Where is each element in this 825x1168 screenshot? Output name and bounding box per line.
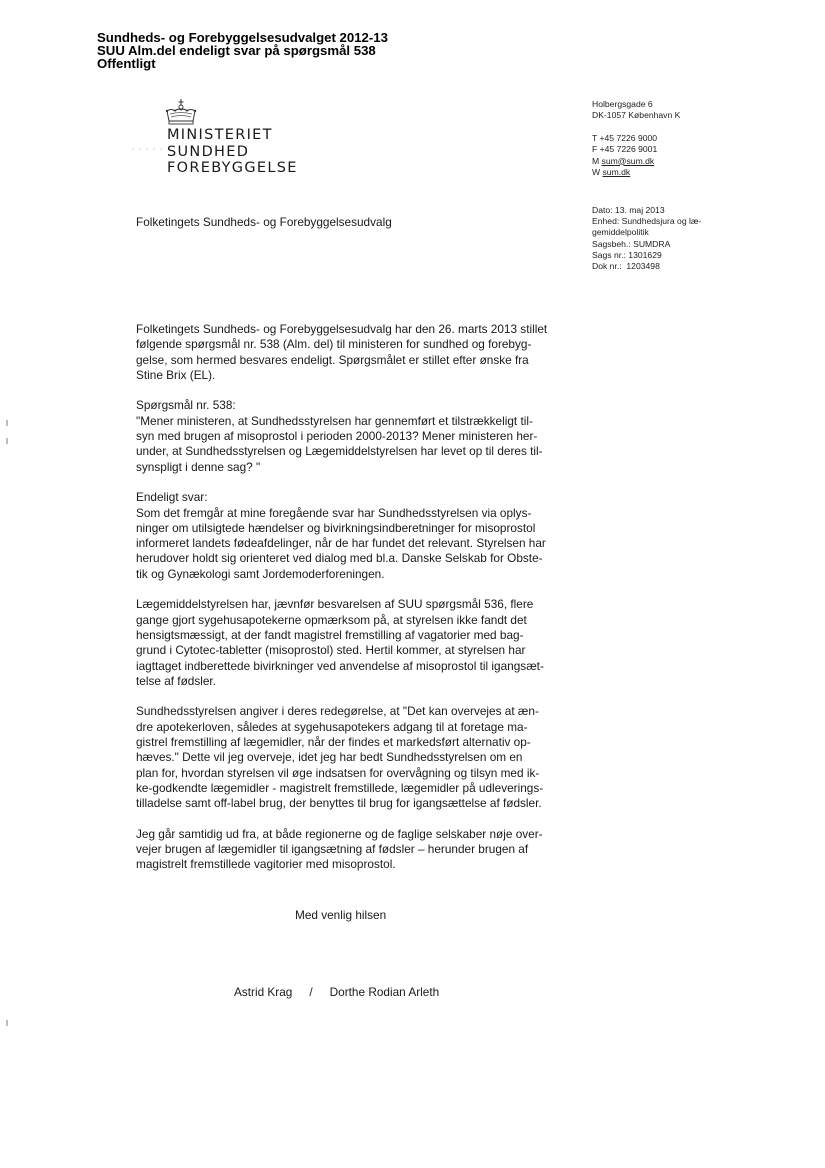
answer-paragraph (136, 490, 566, 582)
meta-unit-2: gemiddelpolitik (592, 227, 649, 238)
text-line: "Mener ministeren, at Sundhedsstyrelsen har gennemført et tilstrækkeligt til- (136, 413, 533, 428)
case-meta (592, 205, 701, 272)
royal-crown-icon (163, 99, 199, 127)
scan-mark (6, 1020, 8, 1026)
recipient: Folketingets Sundheds- og Forebyggelsesudvalg (136, 215, 392, 229)
text-line: gange gjort sygehusapotekerne opmærksom på, at styrelsen ikke fandt det (136, 612, 527, 627)
signature-separator: / (309, 985, 313, 999)
logo-line-3: FOREBYGGELSE (167, 160, 298, 176)
text-line: hæves." Dette vil jeg overveje, idet jeg har bedt Sundhedsstyrelsen om en (136, 750, 523, 765)
minister-signature: Astrid Krag (234, 985, 293, 999)
answer-heading: Endeligt svar: (136, 490, 208, 505)
text-line: Stine Brix (EL). (136, 367, 216, 382)
logo-dots (131, 146, 165, 152)
question-reference: SUU Alm.del endeligt svar på spørgsmål 538 (97, 43, 376, 58)
text-line: ke-godkendte lægemidler - magistrelt fremstillede, lægemidler på udleverings- (136, 780, 544, 795)
health-authority-paragraph (136, 704, 566, 811)
text-line: Folketingets Sundheds- og Forebyggelsesudvalg har den 26. marts 2013 stillet (136, 322, 548, 336)
text-line: gelse, som hermed besvares endeligt. Spørgsmålet er stillet efter ønske fra (136, 352, 529, 367)
document-header (97, 31, 388, 70)
contact-web-link[interactable]: sum.dk (602, 167, 631, 178)
meta-case-number: Sags nr.: 1301629 (592, 249, 662, 260)
contact-web-row (592, 167, 680, 178)
scan-mark (6, 438, 8, 444)
official-signature: Dorthe Rodian Arleth (329, 985, 440, 999)
meta-doc-number: Dok nr.: 1203498 (592, 261, 660, 272)
web-prefix: W (592, 167, 603, 178)
scan-mark (6, 420, 8, 426)
medicines-agency-paragraph (136, 597, 566, 689)
text-line: plan for, hvordan styrelsen vil øge indsatsen for overvågning og tilsyn med ik- (136, 765, 540, 780)
question-paragraph (136, 398, 566, 474)
meta-date: Dato: 13. maj 2013 (592, 205, 665, 215)
signature-line (234, 985, 439, 999)
text-line: vejer brugen af lægemidler til igangsætning af fødsler – herunder brugen af (136, 842, 529, 857)
text-line: hensigtsmæssigt, at der fandt magistrel fremstilling af vagatorier med bag- (136, 627, 524, 642)
publication-status: Offentligt (97, 56, 156, 71)
logo-line-2: SUNDHED (167, 143, 250, 160)
text-line: telse af fødsler. (136, 673, 216, 688)
contact-block (592, 99, 680, 178)
text-line: dre apotekerloven, således at sygehusapotekers adgang til at foretage ma- (136, 719, 528, 734)
text-line: syn med brugen af misoprostol i perioden 2000-2013? Mener ministeren her- (136, 429, 538, 444)
text-line: informeret landets fødeafdelinger, når de har fundet det relevant. Styrelsen har (136, 536, 546, 551)
text-line: herudover holdt sig orienteret ved dialog med bl.a. Danske Selskab for Obste- (136, 551, 543, 566)
meta-unit-1: Enhed: Sundhedsjura og læ- (592, 216, 702, 227)
text-line: magistrelt fremstillede vagitorier med misoprostol. (136, 857, 396, 872)
meta-handler: Sagsbeh.: SUMDRA (592, 238, 671, 249)
contact-fax: F +45 7226 9001 (592, 144, 658, 155)
contact-street: Holbergsgade 6 (592, 99, 653, 109)
text-line: gistrel fremstilling af lægemidler, når der findes et markedsført alternativ op- (136, 735, 531, 750)
text-line: ninger om utilsigtede hændelser og bivirkningsindberetninger for misoprostol (136, 520, 536, 535)
conclusion-paragraph (136, 827, 566, 873)
letter-body (136, 322, 566, 888)
contact-mail-row (592, 156, 680, 167)
text-line: følgende spørgsmål nr. 538 (Alm. del) til ministeren for sundhed og forebyg- (136, 337, 532, 352)
text-line: tik og Gynækologi samt Jordemoderforeningen. (136, 566, 385, 581)
text-line: grund i Cytotec-tabletter (misoprostol) sted. Hertil kommer, at styrelsen har (136, 643, 526, 658)
ministry-logo-text (167, 127, 298, 177)
closing-greeting: Med venlig hilsen (295, 908, 387, 922)
committee-title: Sundheds- og Forebyggelsesudvalget 2012-13 (97, 30, 388, 45)
contact-mail-link[interactable]: sum@sum.dk (601, 155, 655, 166)
contact-phone: T +45 7226 9000 (592, 132, 658, 143)
question-heading: Spørgsmål nr. 538: (136, 398, 236, 413)
text-line: Som det fremgår at mine foregående svar har Sundhedsstyrelsen via oplys- (136, 505, 532, 520)
logo-line-1: MINISTERIET (167, 127, 273, 143)
intro-paragraph (136, 322, 566, 383)
text-line: synspligt i denne sag? " (136, 459, 261, 474)
mail-prefix: M (592, 155, 602, 166)
text-line: iagttaget indberettede bivirkninger ved anvendelse af misoprostol til igangsæt- (136, 658, 544, 673)
text-line: under, at Sundhedsstyrelsen og Lægemiddelstyrelsen har levet op til deres til- (136, 444, 543, 459)
text-line: tilladelse samt off-label brug, der benyttes til brug for igangsættelse af fødsler. (136, 796, 542, 811)
text-line: Jeg går samtidig ud fra, at både regionerne og de faglige selskaber nøje over- (136, 826, 543, 841)
text-line: Lægemiddelstyrelsen har, jævnfør besvarelsen af SUU spørgsmål 536, flere (136, 597, 534, 612)
contact-city: DK-1057 København K (592, 110, 681, 121)
text-line: Sundhedsstyrelsen angiver i deres redegørelse, at "Det kan overvejes at æn- (136, 704, 539, 719)
